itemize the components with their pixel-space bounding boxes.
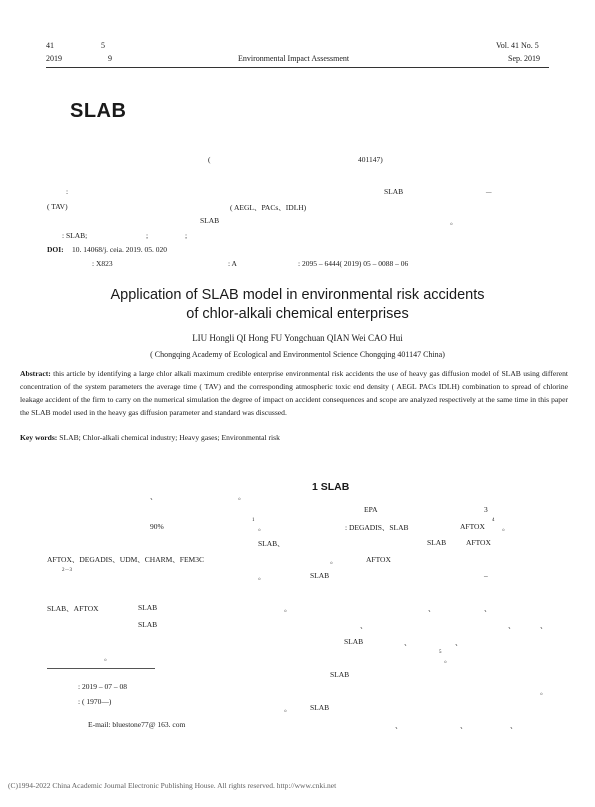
right-col-frag: 、 — [460, 721, 468, 730]
left-col-frag: 。 — [284, 604, 292, 613]
right-col-frag: 。 — [540, 687, 548, 696]
affiliation-en: ( Chongqing Academy of Ecological and Environmentol Science Chongqing 401147 China) — [150, 350, 445, 359]
left-col-frag: SLAB、AFTOX — [47, 604, 99, 613]
abstract-zh-aegl: ( AEGL、PACs、IDLH) — [230, 203, 307, 212]
article-number: : 2095 – 6444( 2019) 05 – 0088 – 06 — [298, 259, 409, 268]
keywords-en-text: SLAB; Chlor-alkali chemical industry; Heavy gases; Environmental risk — [57, 433, 280, 442]
right-col-frag: 、 — [395, 721, 403, 730]
header-vol-no: Vol. 41 No. 5 — [496, 41, 539, 50]
right-col-frag: 、 — [428, 604, 436, 613]
footnote-received: : 2019 – 07 – 08 — [78, 682, 127, 691]
title-zh: SLAB — [70, 100, 127, 122]
header-journal-issue-zh-1: 41 — [46, 41, 54, 50]
abstract-zh-slab-2: SLAB — [200, 216, 220, 225]
authors-en: LIU Hongli QI Hong FU Yongchuan QIAN Wei CAO Hui — [192, 333, 403, 343]
left-col-frag: SLAB — [138, 603, 158, 612]
right-col-frag: EPA — [364, 505, 378, 514]
abstract-zh-tav: ( TAV) — [47, 202, 68, 211]
header-year: 2019 — [46, 54, 62, 63]
left-col-ref-superscript: 1 — [252, 518, 255, 523]
right-col-frag: 、 — [404, 638, 412, 647]
abstract-en-text: this article by identifying a large chlor alkali maximum credible enterprise environmental risk accidents the use of heavy gas diffusion model of SLAB using different concentration of the system parameters the average time ( TAV) and the corresponding atmospheric toxic end density ( AEGL PACs IDLH) combination to spread of chlorine leakage accident of the firm to carry on the numerical simulation the degree of impact on accident consequences and scope are analyzed respectively at the same time in this paper the SLAB model used in the heavy gas diffusion parameter and standard was discussed. — [20, 369, 568, 417]
right-col-ref-superscript: 5 — [439, 650, 442, 655]
right-col-frag: 、 — [540, 621, 548, 630]
left-col-frag: 。 — [258, 572, 266, 581]
affil-zh-paren: ( — [208, 155, 211, 164]
title-en-line-2: of chlor-alkali chemical enterprises — [186, 306, 409, 322]
left-col-frag: SLAB、 — [258, 539, 285, 548]
header-date: Sep. 2019 — [508, 54, 540, 63]
right-col-frag: 。 — [284, 704, 292, 713]
doi-value: 10. 14068/j. ceia. 2019. 05. 020 — [72, 245, 167, 254]
right-col-frag: : DEGADIS、SLAB — [345, 523, 409, 532]
right-col-frag: AFTOX — [466, 538, 491, 547]
right-col-frag: 、 — [360, 621, 368, 630]
abstract-en — [20, 367, 568, 419]
right-col-frag: 。 — [502, 523, 510, 532]
right-col-frag: 。 — [444, 655, 452, 664]
section-1-heading: 1 SLAB — [312, 481, 350, 493]
left-col-model-list: AFTOX、DEGADIS、UDM、CHARM、FEM3C — [47, 555, 204, 564]
left-col-ref-superscript: 2－3 — [62, 568, 73, 573]
left-col-frag: 。 — [104, 653, 112, 662]
right-col-frag: 、 — [510, 721, 518, 730]
keywords-en-label: Key words: — [20, 433, 58, 442]
right-col-frag: AFTOX — [366, 555, 391, 564]
footnote-email: E-mail: bluestone77@ 163. com — [88, 720, 186, 729]
right-col-frag: SLAB — [344, 637, 364, 646]
right-col-frag: SLAB — [330, 670, 350, 679]
abstract-zh-colon: : — [66, 187, 69, 196]
right-col-frag: 。 — [330, 556, 338, 565]
header-month: 9 — [108, 54, 112, 63]
keywords-en — [20, 431, 568, 444]
right-col-frag: 、 — [484, 604, 492, 613]
keywords-zh: : SLAB; — [62, 231, 88, 240]
header-rule — [46, 67, 549, 68]
right-col-ref-superscript: 4 — [492, 518, 495, 523]
footnote-rule — [47, 668, 155, 669]
right-col-frag: 3 — [484, 505, 488, 514]
abstract-en-label: Abstract: — [20, 369, 51, 378]
abstract-zh-dash: － — [485, 188, 493, 197]
left-col-frag: 。 — [258, 523, 266, 532]
left-col-frag: 。 — [238, 492, 246, 501]
right-col-frag: SLAB — [427, 538, 447, 547]
right-col-frag: SLAB — [310, 571, 330, 580]
keywords-zh-semi-1: ; — [146, 231, 149, 240]
left-col-frag: SLAB — [138, 620, 158, 629]
right-col-frag: 、 — [508, 621, 516, 630]
header-journal-name: Environmental Impact Assessment — [238, 54, 350, 63]
clc-number: : X823 — [92, 259, 113, 268]
doi-label: DOI: — [47, 245, 64, 254]
left-col-frag: 90% — [150, 522, 164, 531]
right-col-frag: 、 — [455, 638, 463, 647]
abstract-zh-slab: SLAB — [384, 187, 404, 196]
affil-zh-postcode: 401147) — [358, 155, 383, 164]
title-en-line-1: Application of SLAB model in environmental risk accidents — [110, 287, 485, 303]
keywords-zh-semi-2: ; — [185, 231, 188, 240]
document-code: : A — [228, 259, 237, 268]
right-col-frag: – — [484, 571, 488, 580]
header-journal-issue-zh-2: 5 — [101, 41, 105, 50]
footnote-author: : ( 1970—) — [78, 697, 112, 706]
cnki-watermark: (C)1994-2022 China Academic Journal Electronic Publishing House. All rights reserved. http://www.cnki.net — [8, 781, 337, 790]
left-col-frag: 、 — [150, 492, 158, 501]
abstract-zh-period: 。 — [450, 217, 458, 226]
right-col-frag: AFTOX — [460, 522, 485, 531]
right-col-frag: SLAB — [310, 703, 330, 712]
